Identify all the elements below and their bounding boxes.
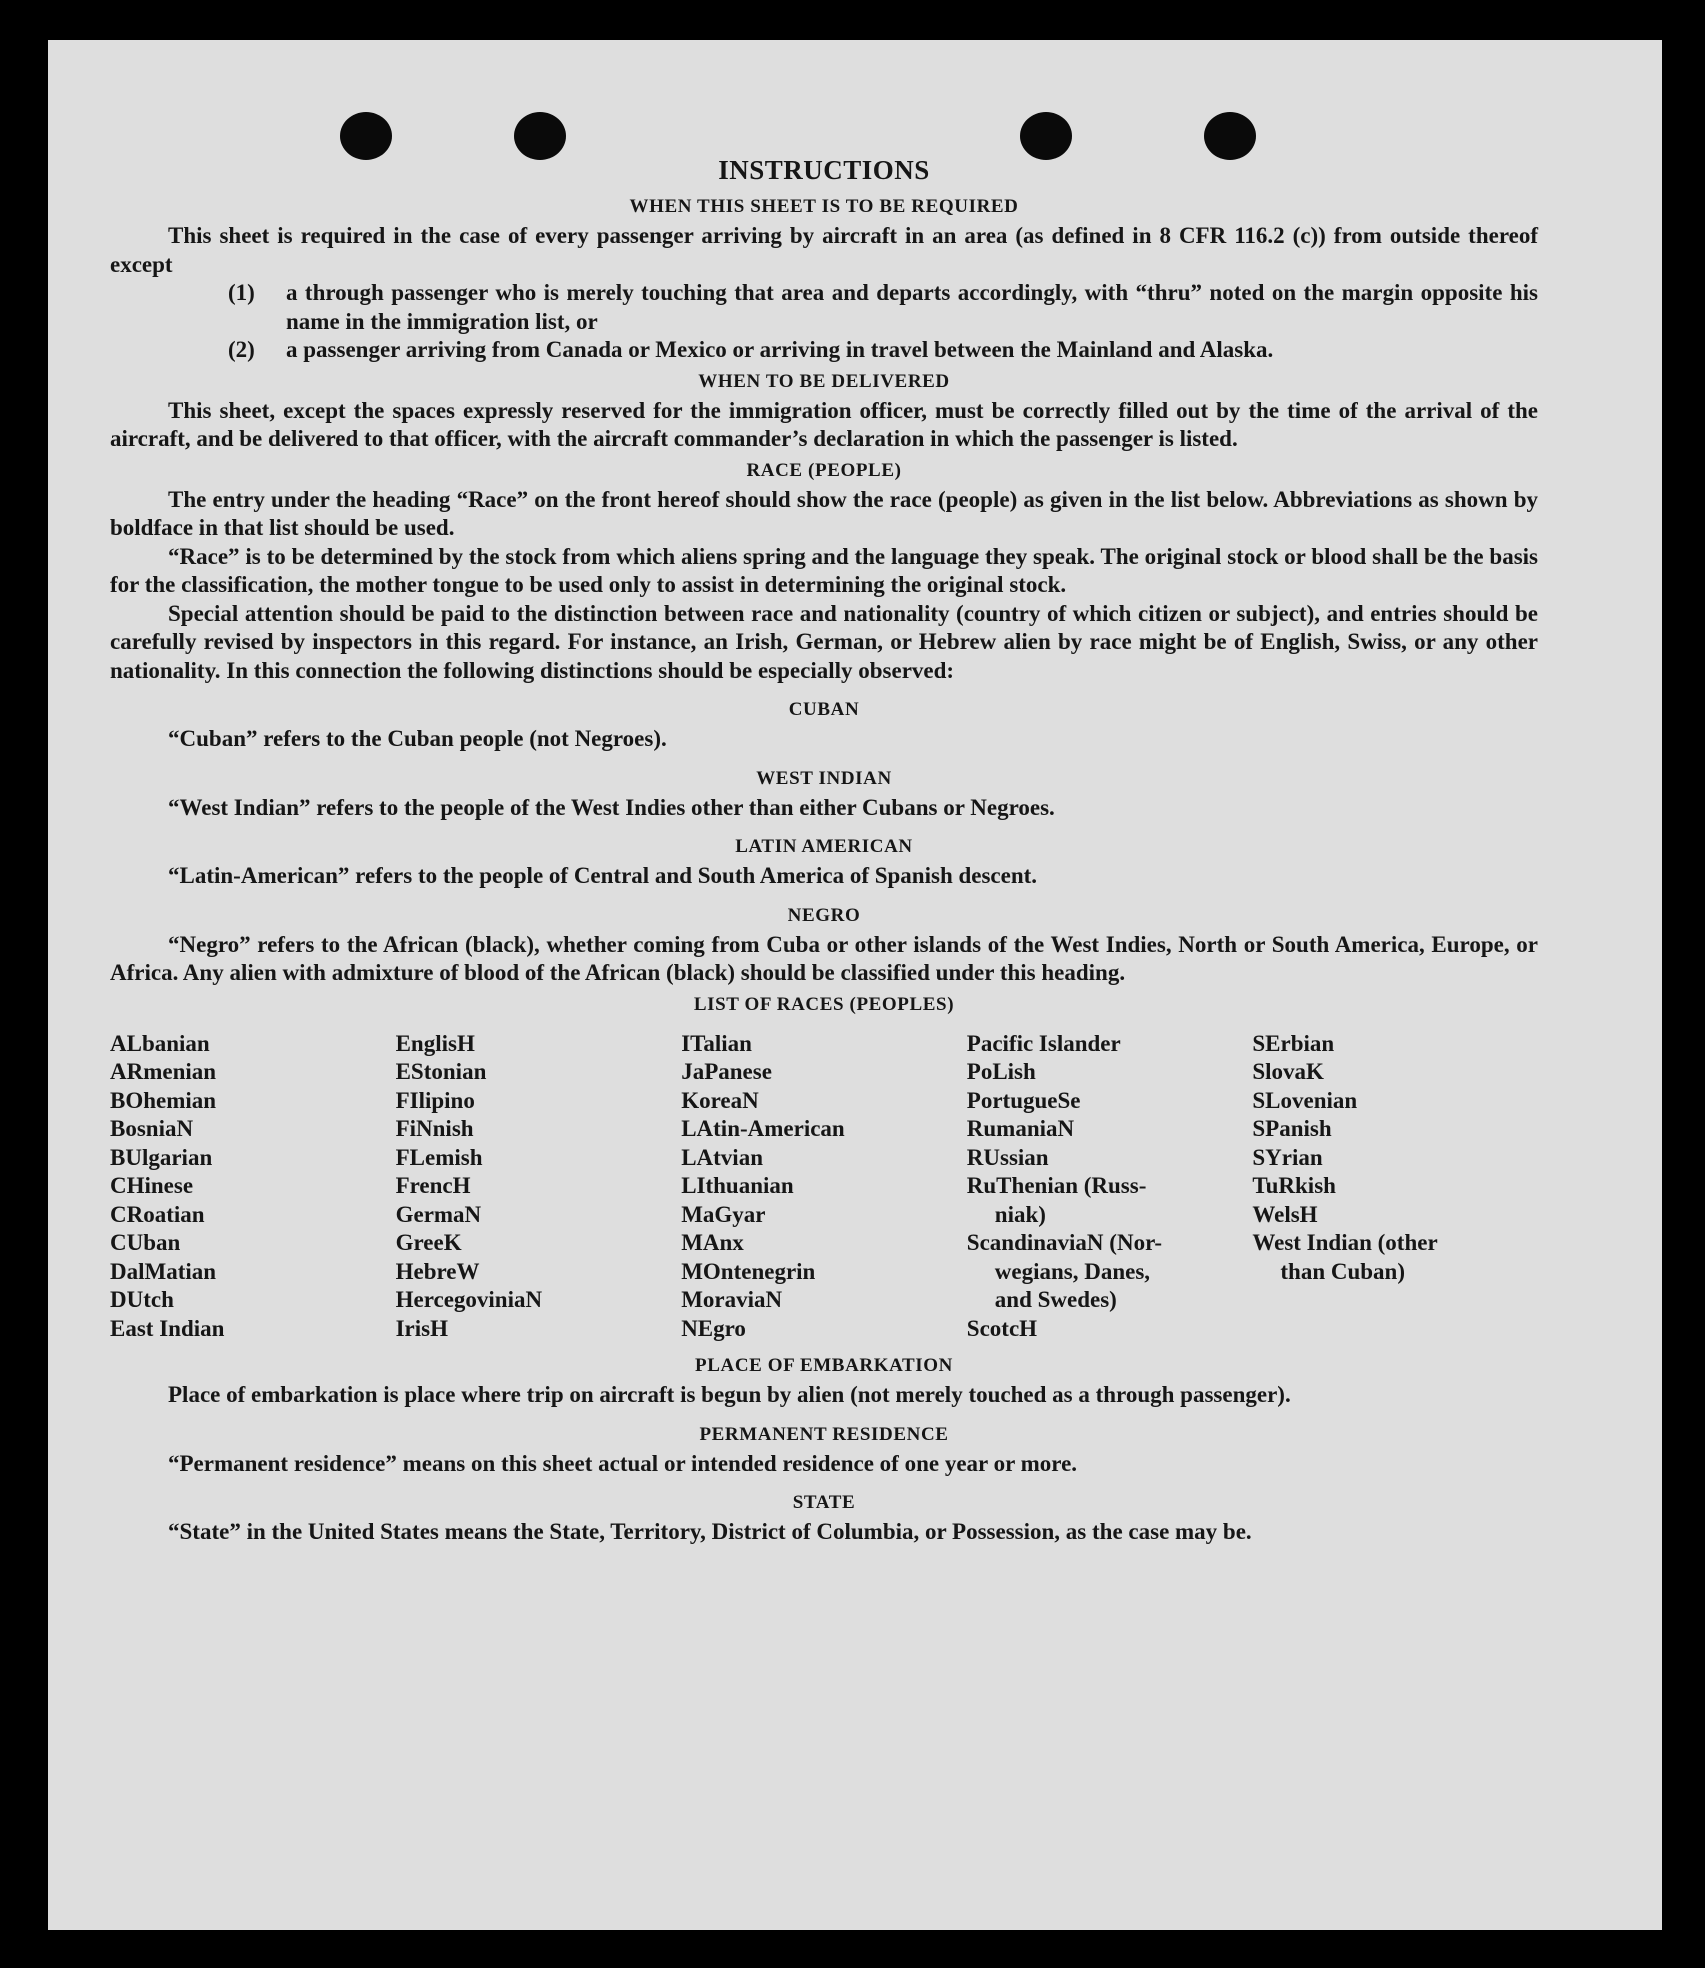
race-item: HebreW: [395, 1258, 480, 1284]
paragraph-embarkation: Place of embarkation is place where trip on aircraft is begun by alien (not merely touched as a through passenger).: [168, 1382, 1291, 1407]
race-item: FIlipino: [395, 1087, 475, 1113]
race-item: MoraviaN: [681, 1287, 783, 1312]
race-item: PortugueSe: [966, 1087, 1081, 1113]
race-item-continuation: wegians, Danes,: [994, 1258, 1151, 1284]
race-column-1: [110, 1030, 396, 1344]
section-heading-state: STATE: [792, 1492, 856, 1513]
race-item: BosniaN: [110, 1116, 194, 1141]
race-item: PoLish: [966, 1059, 1036, 1084]
race-item: CUban: [110, 1230, 181, 1255]
section-heading-delivered: WHEN TO BE DELIVERED: [698, 370, 950, 392]
race-item: GreeK: [395, 1230, 462, 1255]
paragraph-residence: “Permanent residence” means on this sheet actual or intended residence of one year or more.: [168, 1450, 1078, 1476]
race-item: EStonian: [395, 1059, 487, 1084]
race-item: SErbian: [1252, 1030, 1335, 1056]
race-column-5: [1252, 1030, 1538, 1344]
race-item: FrencH: [395, 1173, 471, 1198]
race-item: FLemish: [395, 1144, 483, 1170]
race-item: MOntenegrin: [681, 1258, 816, 1284]
race-item: MaGyar: [681, 1201, 766, 1227]
section-heading-embarkation: PLACE OF EMBARKATION: [695, 1355, 953, 1376]
race-item: RUssian: [966, 1144, 1049, 1170]
race-item: Pacific Islander: [966, 1030, 1121, 1056]
race-item: GermaN: [395, 1201, 482, 1227]
section-heading-required: WHEN THIS SHEET IS TO BE REQUIRED: [629, 196, 1019, 217]
race-item: LIthuanian: [681, 1173, 794, 1198]
paragraph-race-1: The entry under the heading “Race” on the front hereof should show the race (people) as given in the list below. Abbreviations as shown by boldface in that list should be used.: [110, 486, 1538, 540]
race-item: SlovaK: [1252, 1059, 1324, 1084]
race-item: CHinese: [110, 1173, 194, 1198]
section-heading-race-list: LIST OF RACES (PEOPLES): [693, 993, 955, 1015]
race-item-continuation: and Swedes): [994, 1287, 1117, 1312]
race-item: RuThenian (Russ-: [966, 1173, 1147, 1198]
paragraph-west-indian: “West Indian” refers to the people of the West Indies other than either Cubans or Negroes.: [168, 794, 1055, 820]
race-item: SYrian: [1252, 1144, 1323, 1170]
race-item-continuation: niak): [994, 1201, 1046, 1227]
race-item: CRoatian: [110, 1201, 205, 1227]
paragraph-negro: “Negro” refers to the African (black), whether coming from Cuba or other islands of the West Indies, North or South America, Europe, or Africa. Any alien with admixture of blood of the African (black) should be classified under this heading.: [110, 931, 1538, 985]
race-item: MAnx: [681, 1230, 744, 1255]
race-item: KoreaN: [681, 1087, 759, 1113]
page-title: INSTRUCTIONS: [718, 155, 930, 185]
exception-text: a passenger arriving from Canada or Mexico or arriving in travel between the Mainland and Alaska.: [286, 337, 1274, 362]
instructions-content: [110, 150, 1538, 1547]
race-item: NEgro: [681, 1315, 746, 1341]
race-item: HercegoviniaN: [395, 1287, 543, 1312]
race-item: ARmenian: [110, 1059, 217, 1084]
race-item: East Indian: [110, 1315, 225, 1341]
race-item: ScandinaviaN (Nor-: [966, 1230, 1163, 1255]
section-heading-cuban: CUBAN: [788, 699, 860, 720]
race-item: BUlgarian: [110, 1144, 213, 1170]
race-item: West Indian (other: [1252, 1230, 1438, 1255]
section-heading-latin-american: LATIN AMERICAN: [735, 836, 913, 857]
race-item: WelsH: [1252, 1201, 1318, 1227]
section-heading-negro: NEGRO: [787, 904, 861, 926]
paragraph-delivered: This sheet, except the spaces expressly reserved for the immigration officer, must be correctly filled out by the time of the arrival of the aircraft, and be delivered to that officer, with the aircraft commander’s declaration in which the passenger is listed.: [110, 397, 1538, 451]
paragraph-state: “State” in the United States means the State, Territory, District of Columbia, or Possession, as the case may be.: [168, 1519, 1252, 1544]
paragraph-latin-american: “Latin-American” refers to the people of Central and South America of Spanish descent.: [168, 863, 1038, 888]
paragraph-race-3: Special attention should be paid to the distinction between race and nationality (country of which citizen or subject), and entries should be carefully revised by inspectors in this regard. For instance, an Irish, German, or Hebrew alien by race might be of English, Swiss, or any other nationality. In this connection the following distinctions should be especially observed:: [110, 600, 1538, 683]
exception-item: [228, 279, 1538, 336]
race-item-continuation: than Cuban): [1280, 1258, 1406, 1284]
race-item: DUtch: [110, 1287, 174, 1312]
race-column-4: [967, 1030, 1253, 1344]
exception-text: a through passenger who is merely touching that area and departs accordingly, with “thru” noted on the margin opposite his name in the immigration list, or: [286, 280, 1538, 334]
race-item: ITalian: [681, 1030, 752, 1056]
race-item: ScotcH: [966, 1315, 1038, 1341]
race-item: ALbanian: [110, 1030, 210, 1056]
race-item: BOhemian: [110, 1087, 217, 1113]
race-item: SPanish: [1252, 1116, 1332, 1141]
section-heading-race: RACE (PEOPLE): [746, 459, 902, 481]
exception-number: (1): [228, 280, 255, 305]
race-item: FiNnish: [395, 1116, 474, 1141]
race-item: EnglisH: [395, 1030, 475, 1056]
race-item: LAtvian: [681, 1144, 763, 1170]
race-item: TuRkish: [1252, 1173, 1336, 1198]
paragraph-race-2: “Race” is to be determined by the stock from which aliens spring and the language they speak. The original stock or blood shall be the basis for the classification, the mother tongue to be used only to assist in determining the original stock.: [110, 543, 1538, 597]
race-item: IrisH: [395, 1315, 448, 1341]
bottom-border: [48, 1930, 1662, 1968]
race-column-3: [681, 1030, 967, 1344]
race-item: SLovenian: [1252, 1087, 1358, 1113]
race-item: LAtin-American: [681, 1116, 845, 1141]
exception-item: [228, 336, 1538, 365]
race-item: RumaniaN: [966, 1116, 1075, 1141]
paragraph-required: This sheet is required in the case of every passenger arriving by aircraft in an area (as defined in 8 CFR 116.2 (c)) from outside thereof except: [110, 223, 1538, 277]
race-column-2: [396, 1030, 682, 1344]
race-item: JaPanese: [681, 1059, 772, 1084]
section-heading-residence: PERMANENT RESIDENCE: [699, 1423, 949, 1445]
paragraph-cuban: “Cuban” refers to the Cuban people (not Negroes).: [168, 726, 667, 751]
race-list: [110, 1030, 1538, 1344]
exception-number: (2): [228, 337, 255, 362]
section-heading-west-indian: WEST INDIAN: [756, 767, 892, 789]
race-item: DalMatian: [110, 1258, 217, 1284]
